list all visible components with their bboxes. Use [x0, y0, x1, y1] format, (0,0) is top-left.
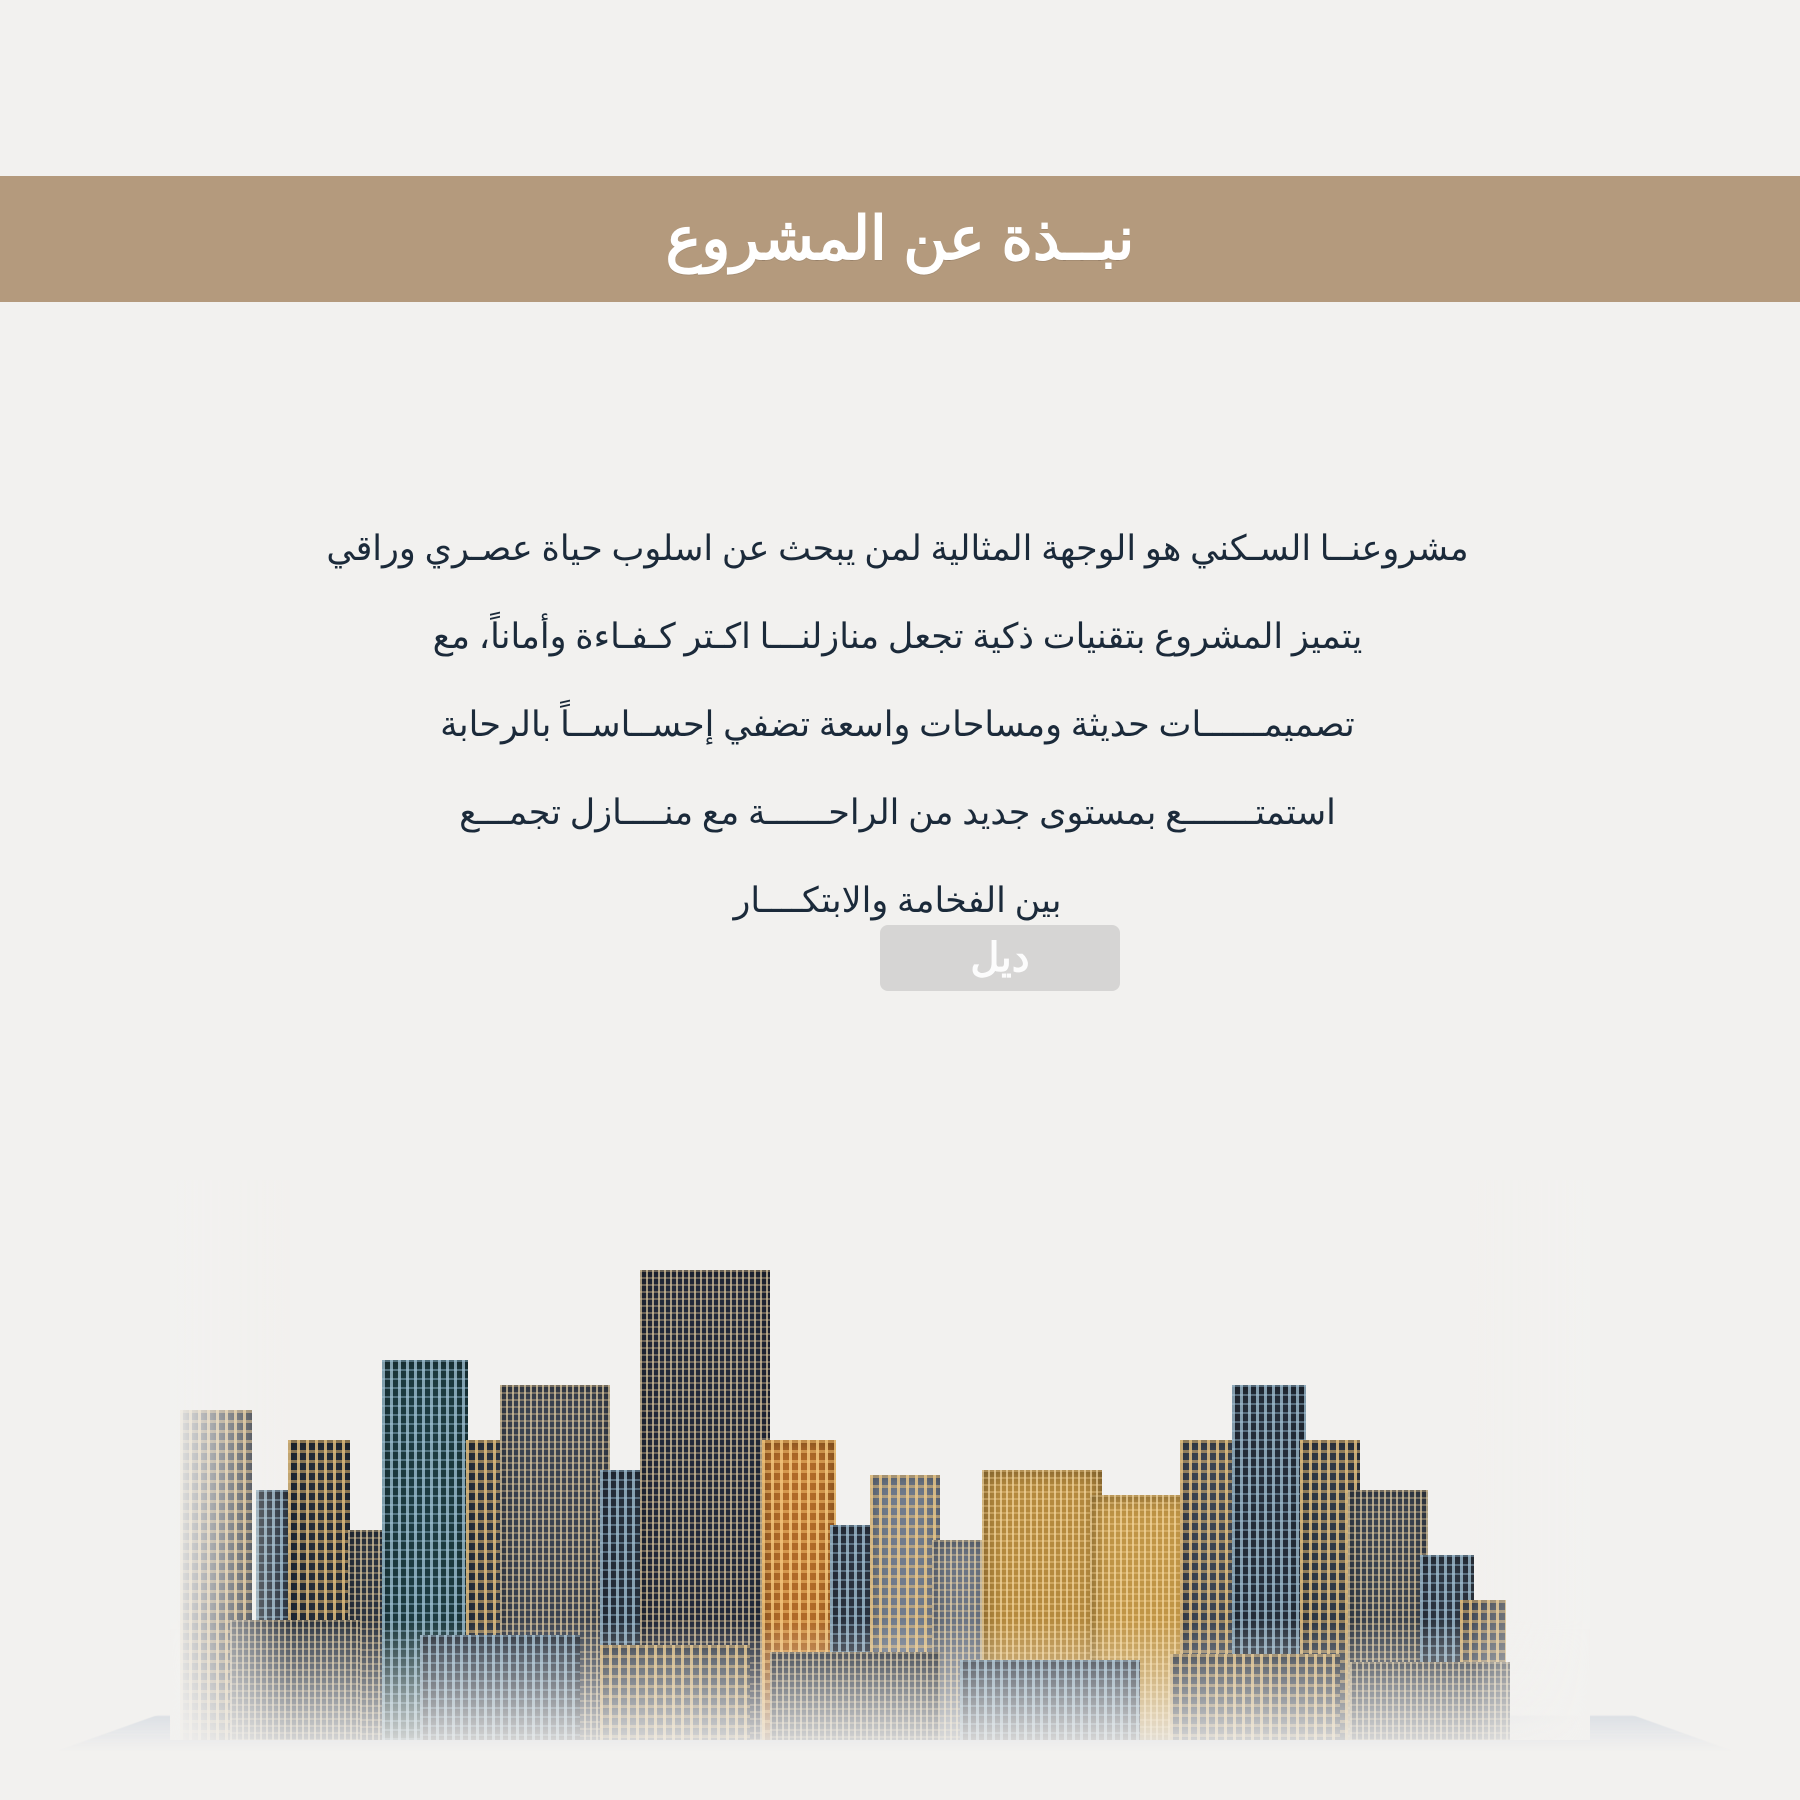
watermark-badge: [880, 925, 1120, 991]
skyline-left-fade: [170, 1180, 290, 1740]
description-line-2: يتميز المشروع بتقنيات ذكية تجعل منازلنـــا اكـتر كـفـاءة وأماناً، مع: [432, 617, 1363, 656]
description-line-1: مشروعنــا السـكني هو الوجهة المثالية لمن يبحث عن اسلوب حياة عصـري وراقي: [326, 529, 1469, 568]
city-skyline-illustration: [0, 1140, 1800, 1800]
skyline-right-fade: [1470, 1180, 1590, 1740]
skyline-buildings: [170, 1180, 1590, 1740]
description-line-5: بين الفخامة والابتكــــار: [733, 881, 1062, 920]
page-title: نبــذة عن المشروع: [665, 205, 1135, 272]
project-description: [220, 505, 1575, 945]
watermark-label: ديل: [970, 936, 1030, 980]
skyline-ground-fade: [170, 1620, 1590, 1740]
description-line-4: استمتـــــــع بمستوى جديد من الراحــــــة مع منــــازل تجمـــع: [459, 793, 1336, 832]
section-header-band: [0, 176, 1800, 302]
description-line-3: تصميمــــــات حديثة ومساحات واسعة تضفي إحســاســاً بالرحابة: [440, 705, 1355, 744]
